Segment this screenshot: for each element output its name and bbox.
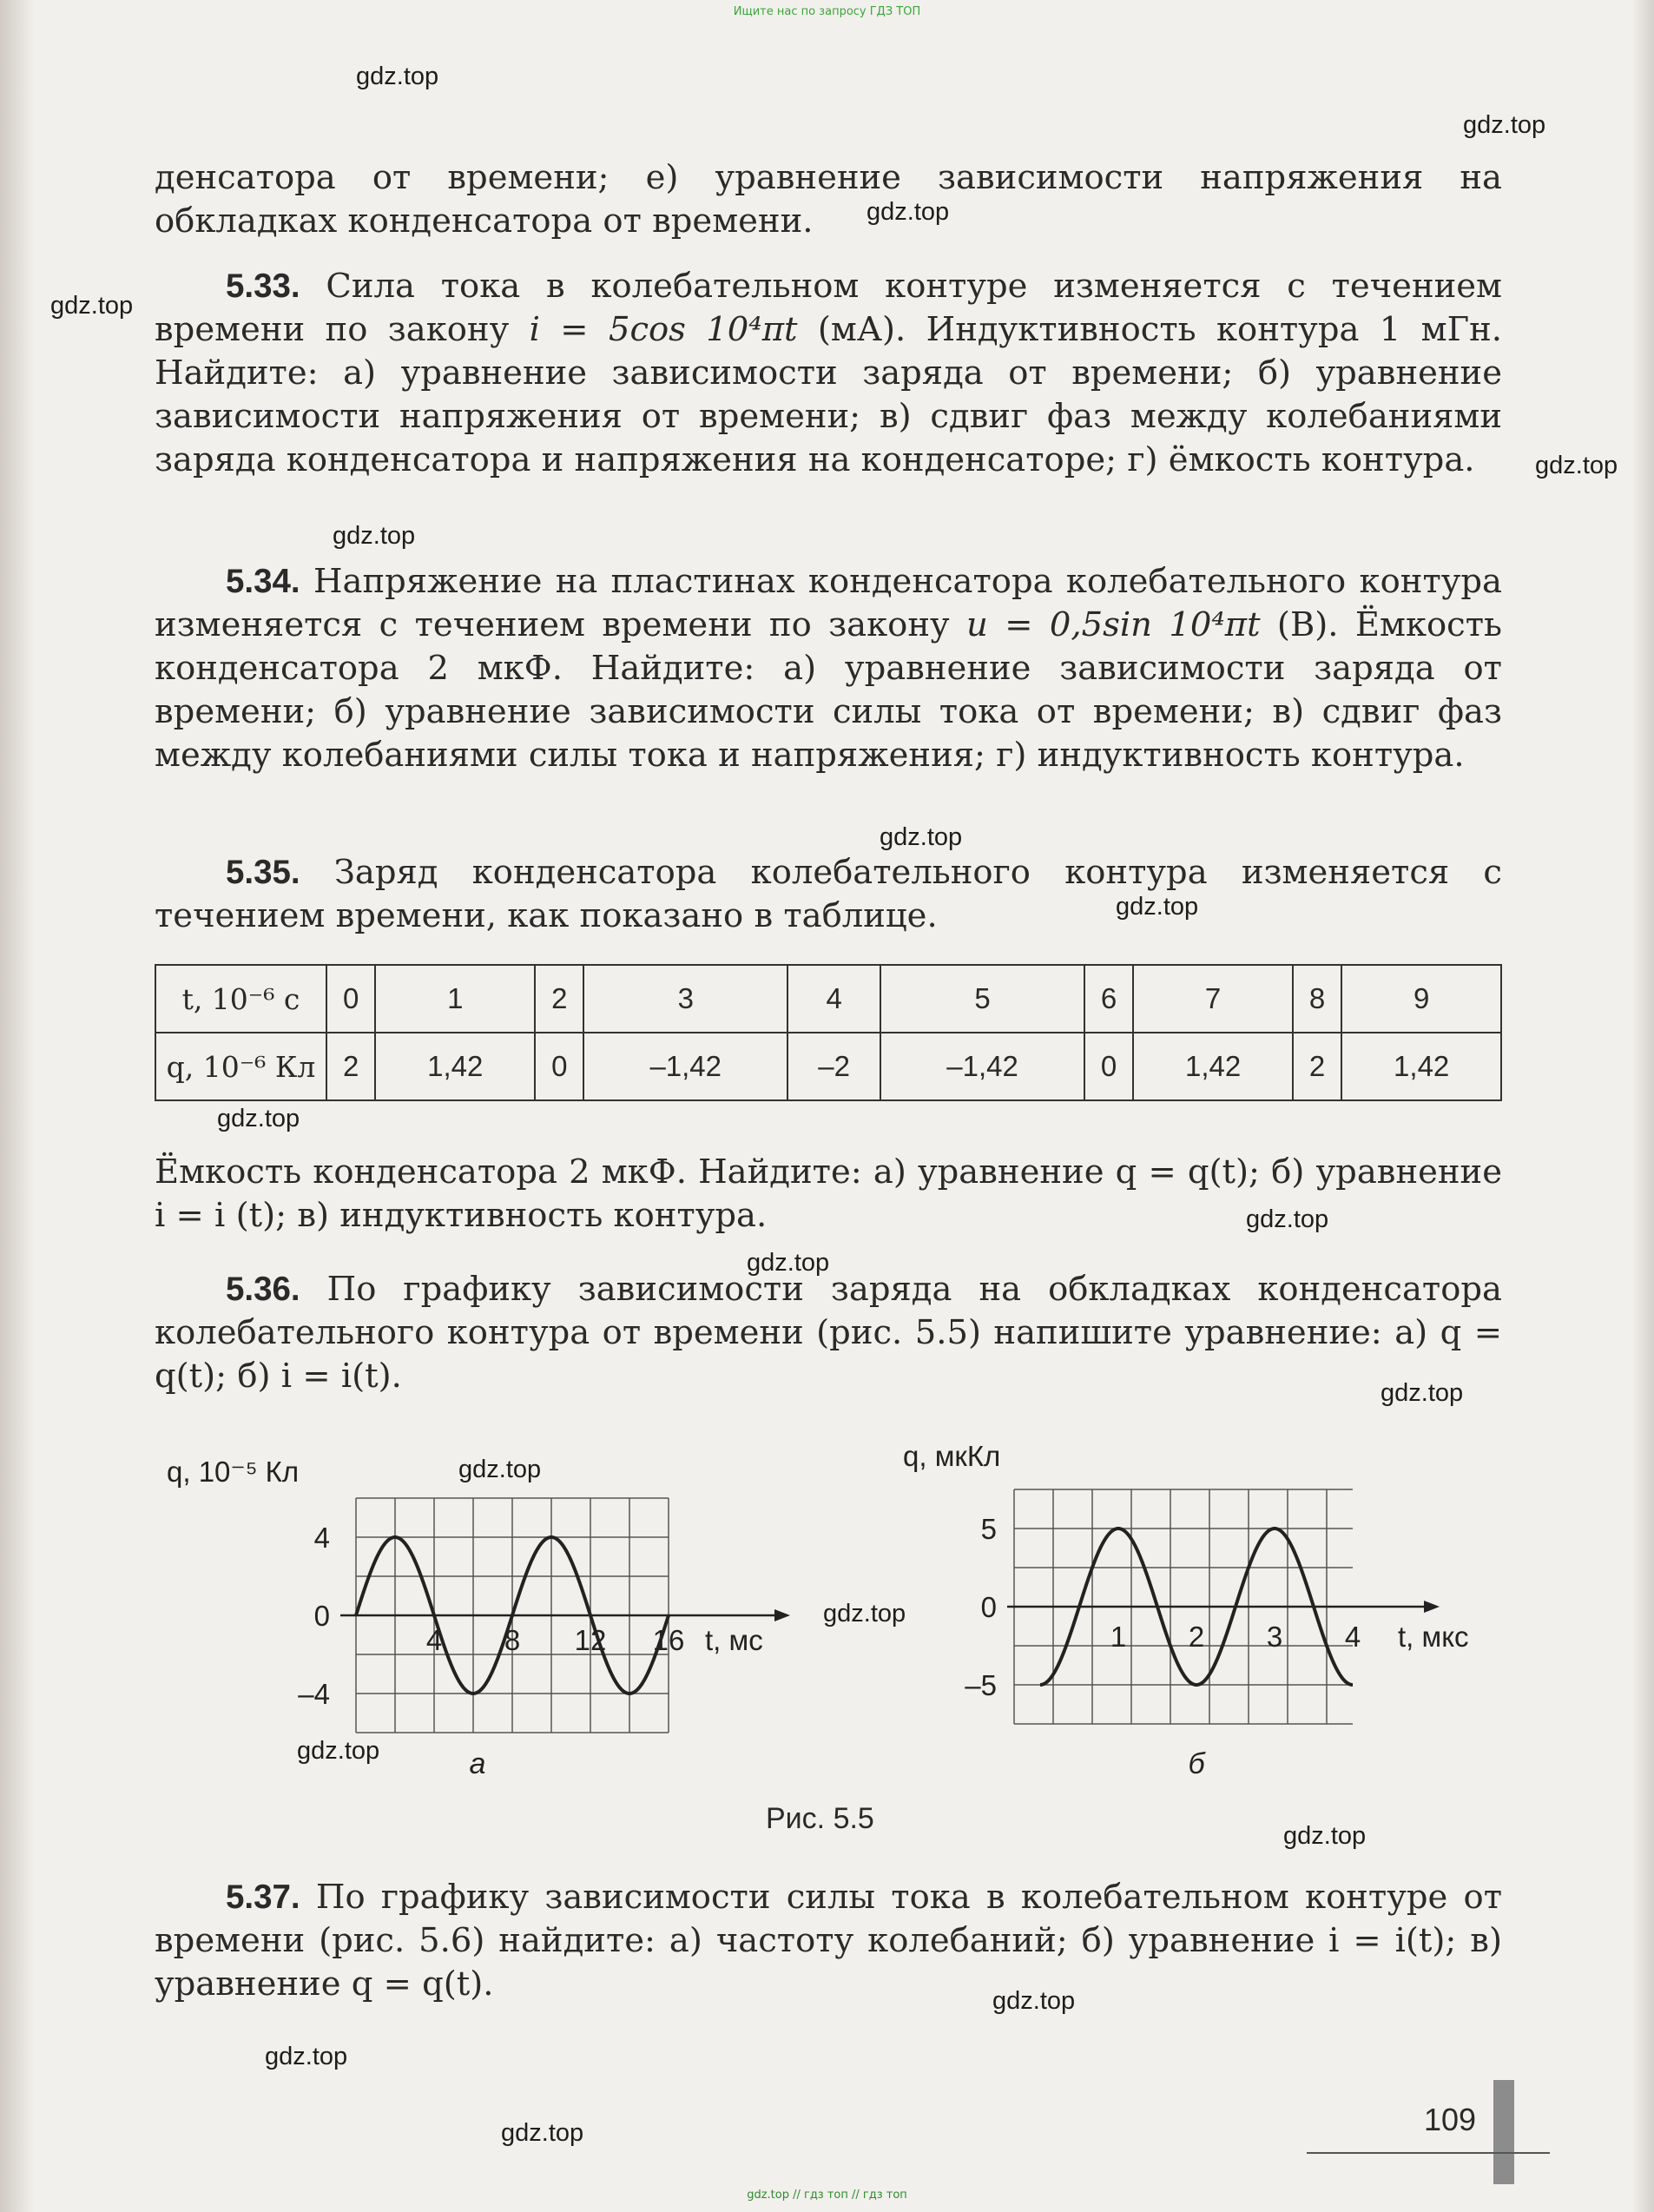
x-tick-label: 2 [1188, 1621, 1205, 1653]
watermark: gdz.top [356, 63, 439, 90]
table-cell: 1,42 [1341, 1033, 1501, 1100]
page-number: 109 [1424, 2102, 1477, 2137]
table-cell: 2 [326, 1033, 375, 1100]
problem-text: Ёмкость конденсатора 2 мкФ. Найдите: а) уравнение q = q(t); б) уравнение i = i (t); в) индуктивность контура. [155, 1152, 1502, 1235]
formula: u = 0,5sin 10⁴πt [966, 605, 1261, 644]
table-cell: 2 [535, 965, 583, 1033]
table-cell: 7 [1133, 965, 1293, 1033]
problem-text: Напряжение на пластинах конденсатора колебательного контура изменяется с течением времени по закону [155, 562, 1502, 644]
y-tick-label: 0 [313, 1600, 330, 1632]
x-tick-label: 4 [425, 1624, 443, 1656]
x-tick-label: 3 [1266, 1621, 1283, 1653]
watermark: gdz.top [867, 198, 950, 226]
y-axis-label: q, мкКл [903, 1440, 1001, 1472]
watermark: gdz.top [297, 1737, 380, 1765]
y-tick-label: 4 [313, 1522, 330, 1554]
page-rule [1307, 2152, 1550, 2154]
watermark: gdz.top [1246, 1205, 1329, 1233]
y-axis-label: q, 10⁻⁵ Кл [167, 1456, 300, 1488]
problem-5-36 [155, 1268, 1502, 1398]
problem-text: (мА). Индуктивность контура 1 мГн. Найдите: а) уравнение зависимости заряда от времени; б) уравнение зависимости напряжения от времени; в) сдвиг фаз между колебаниями заряда конденсатора и напряжения на конденсаторе; г) ёмкость контура. [155, 310, 1502, 479]
table-cell: 4 [787, 965, 880, 1033]
watermark: gdz.top [1116, 893, 1199, 921]
table-cell: –2 [787, 1033, 880, 1100]
table-cell: 1,42 [375, 1033, 535, 1100]
y-tick-label: 5 [980, 1513, 997, 1545]
subfigure-letter: а [469, 1747, 486, 1780]
figure-5-5-a [156, 1450, 816, 1780]
bottom-banner: gdz.top // гдз топ // гдз топ [747, 2189, 907, 2202]
watermark: gdz.top [501, 2119, 584, 2147]
problem-5-35-continued [155, 1151, 1502, 1238]
x-tick-label: 1 [1110, 1621, 1127, 1653]
table-cell: 0 [535, 1033, 583, 1100]
x-tick-label: 4 [1344, 1621, 1361, 1653]
problem-5-35 [155, 851, 1502, 938]
x-axis-arrow [1424, 1601, 1440, 1613]
problem-5-33 [155, 265, 1502, 482]
watermark: gdz.top [1463, 111, 1546, 139]
watermark: gdz.top [823, 1600, 906, 1628]
intro-text: денсатора от времени; е) уравнение зависимости напряжения на обкладках конденсатора от времени. [155, 158, 1502, 241]
watermark: gdz.top [1381, 1379, 1464, 1407]
table-cell: 0 [1084, 1033, 1133, 1100]
watermark: gdz.top [880, 823, 963, 851]
problem-text: По графику зависимости силы тока в колебательном контуре от времени (рис. 5.6) найдите: а) частоту колебаний; б) уравнение i = i(t); в) уравнение q = q(t). [155, 1878, 1502, 2004]
page-edge-shadow [0, 0, 35, 2212]
watermark: gdz.top [50, 292, 134, 320]
table-cell: 1,42 [1133, 1033, 1293, 1100]
charge-table [155, 964, 1502, 1101]
table-cell: 0 [326, 965, 375, 1033]
x-axis-label: t, мкс [1398, 1621, 1469, 1653]
y-tick-label: –5 [965, 1669, 997, 1701]
x-tick-label: 12 [574, 1624, 607, 1656]
problem-text: (В). Ёмкость конденсатора 2 мкФ. Найдите: а) уравнение зависимости заряда от времени; б) уравнение зависимости силы тока от времени; в) сдвиг фаз между колебаниями силы тока и напряжения; г) индуктивность контура. [155, 605, 1503, 775]
figure-5-5-b [903, 1440, 1528, 1780]
x-tick-label: 16 [652, 1624, 685, 1656]
table-row [155, 1033, 1501, 1100]
y-tick-label: –4 [298, 1678, 330, 1710]
watermark: gdz.top [1535, 452, 1618, 479]
problem-number: 5.33. [226, 267, 300, 305]
problem-text: Заряд конденсатора колебательного контура изменяется с течением времени, как показано в таблице. [155, 853, 1502, 935]
x-axis-label: t, мс [705, 1624, 763, 1656]
table-cell: 1 [375, 965, 535, 1033]
watermark: gdz.top [217, 1105, 300, 1132]
table-cell: 6 [1084, 965, 1133, 1033]
table-cell: 5 [880, 965, 1084, 1033]
x-tick-label: 8 [504, 1624, 521, 1656]
x-axis-arrow [774, 1609, 790, 1621]
figure-caption: Рис. 5.5 [766, 1802, 874, 1835]
problem-number: 5.35. [226, 854, 300, 891]
table-cell: –1,42 [880, 1033, 1084, 1100]
formula: i = 5cos 10⁴πt [529, 310, 798, 349]
table-cell: 3 [583, 965, 787, 1033]
table-row [155, 965, 1501, 1033]
problem-5-37 [155, 1876, 1502, 2006]
table-cell: 8 [1293, 965, 1341, 1033]
watermark: gdz.top [265, 2043, 348, 2070]
intro-paragraph [155, 156, 1502, 243]
watermark: gdz.top [333, 522, 416, 550]
top-banner: Ищите нас по запросу ГДЗ ТОП [733, 5, 921, 18]
problem-number: 5.34. [226, 563, 300, 600]
problem-5-34 [155, 560, 1502, 777]
table-cell: 2 [1293, 1033, 1341, 1100]
problem-number: 5.36. [226, 1271, 300, 1308]
problem-text: По графику зависимости заряда на обкладках конденсатора колебательного контура от времени (рис. 5.5) напишите уравнение: а) q = q(t); б) i = i(t). [155, 1270, 1502, 1396]
watermark: gdz.top [992, 1987, 1076, 2015]
table-cell: –1,42 [583, 1033, 787, 1100]
watermark: gdz.top [747, 1249, 830, 1277]
problem-text: Сила тока в колебательном контуре изменяется с течением времени по закону [155, 267, 1502, 349]
page-edge-bar [1493, 2080, 1514, 2184]
y-tick-label: 0 [980, 1591, 997, 1623]
problem-number: 5.37. [226, 1879, 300, 1916]
watermark: gdz.top [1283, 1822, 1367, 1850]
page-edge-shadow-right [1631, 0, 1654, 2212]
subfigure-letter: б [1188, 1747, 1205, 1780]
table-header-cell: q, 10⁻⁶ Кл [155, 1033, 326, 1100]
table-header-cell: t, 10⁻⁶ с [155, 965, 326, 1033]
watermark: gdz.top [458, 1456, 542, 1483]
table-cell: 9 [1341, 965, 1501, 1033]
